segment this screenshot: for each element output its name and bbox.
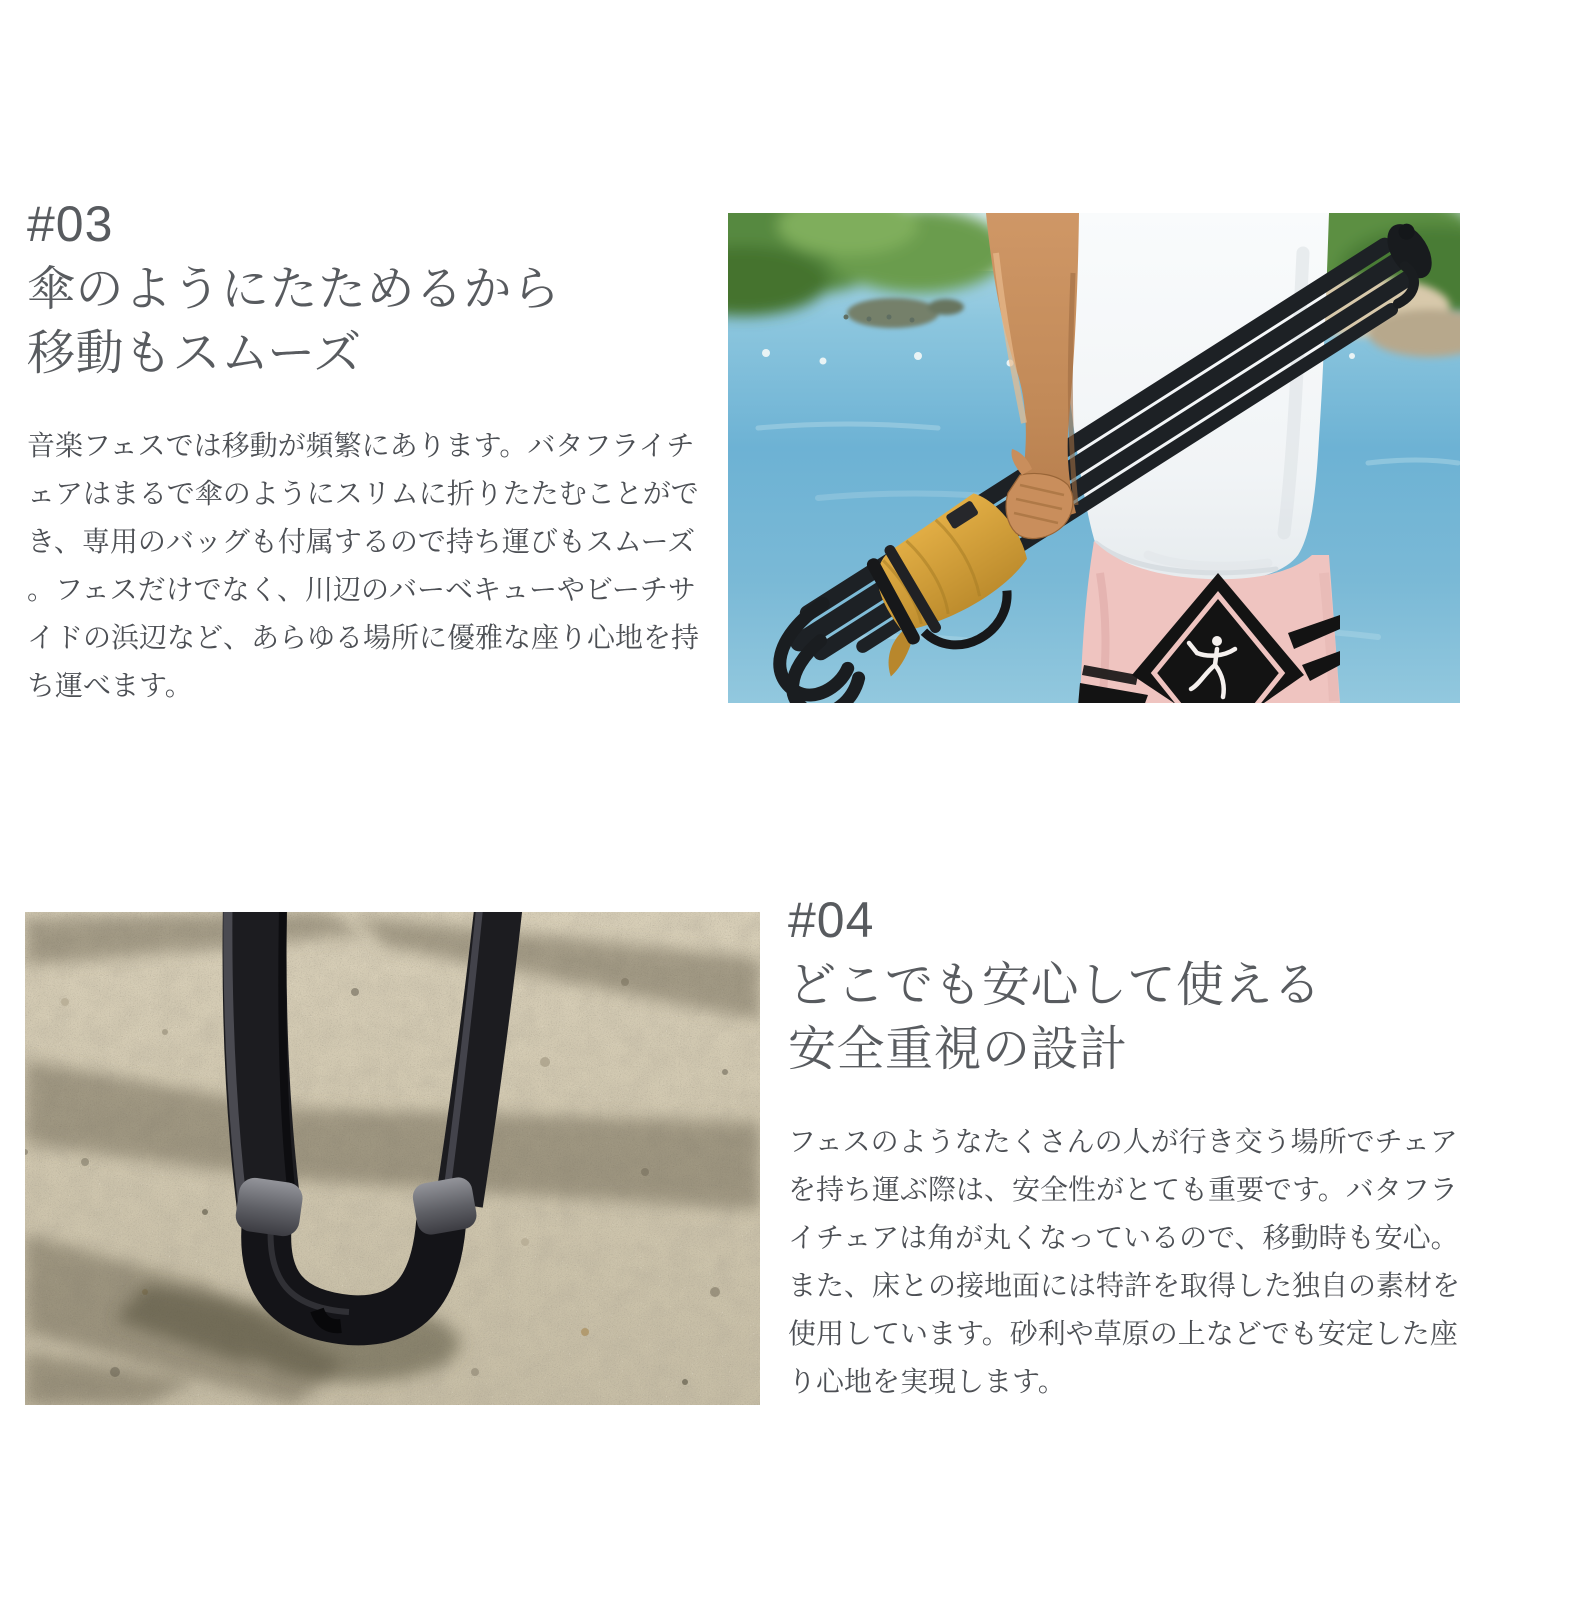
feature-03-text-column (27, 196, 717, 710)
chair-foot-photo-illustration (25, 912, 760, 1405)
foot-collar-right (411, 1175, 479, 1237)
beach-carry-photo (728, 213, 1460, 703)
chair-leg-left (255, 912, 269, 1208)
feature-04-title-line2: 安全重視の設計 (788, 1023, 1128, 1076)
chair-foot-photo (25, 912, 760, 1405)
beach-carry-photo-illustration (728, 213, 1460, 703)
feature-04-body-text: フェスのようなたくさんの人が行き交う場所でチェアを持ち運ぶ際は、安全性がとても重要です。バタフライチェアは角が丸くなっているので、移動時も安心。また、床との接地面には特許を取得した独自の素材を使用しています。砂利や草原の上などでも安定した座り心地を実現します。 (788, 1126, 1461, 1397)
feature-03-title-line1: 傘のようにたためるから (27, 263, 561, 316)
feature-03-number: #03 (27, 196, 114, 252)
feature-04-text-column (788, 892, 1488, 1406)
feature-04-title (788, 954, 1488, 1082)
feature-04-title-line1: どこでも安心して使える (788, 959, 1322, 1012)
feature-03-title (27, 258, 717, 386)
feature-04-number: #04 (788, 892, 875, 948)
foot-collar-left (234, 1176, 305, 1238)
feature-03-title-line2: 移動もスムーズ (27, 327, 362, 380)
feature-03-body-text: 音楽フェスでは移動が頻繁にあります。バタフライチェアはまるで傘のようにスリムに折りたたむことができ、専用のバッグも付属するので持ち運びもスムーズ。フェスだけでなく、川辺のバーベキューやビーチサイドの浜辺など、あらゆる場所に優雅な座り心地を持ち運べます。 (27, 430, 700, 701)
